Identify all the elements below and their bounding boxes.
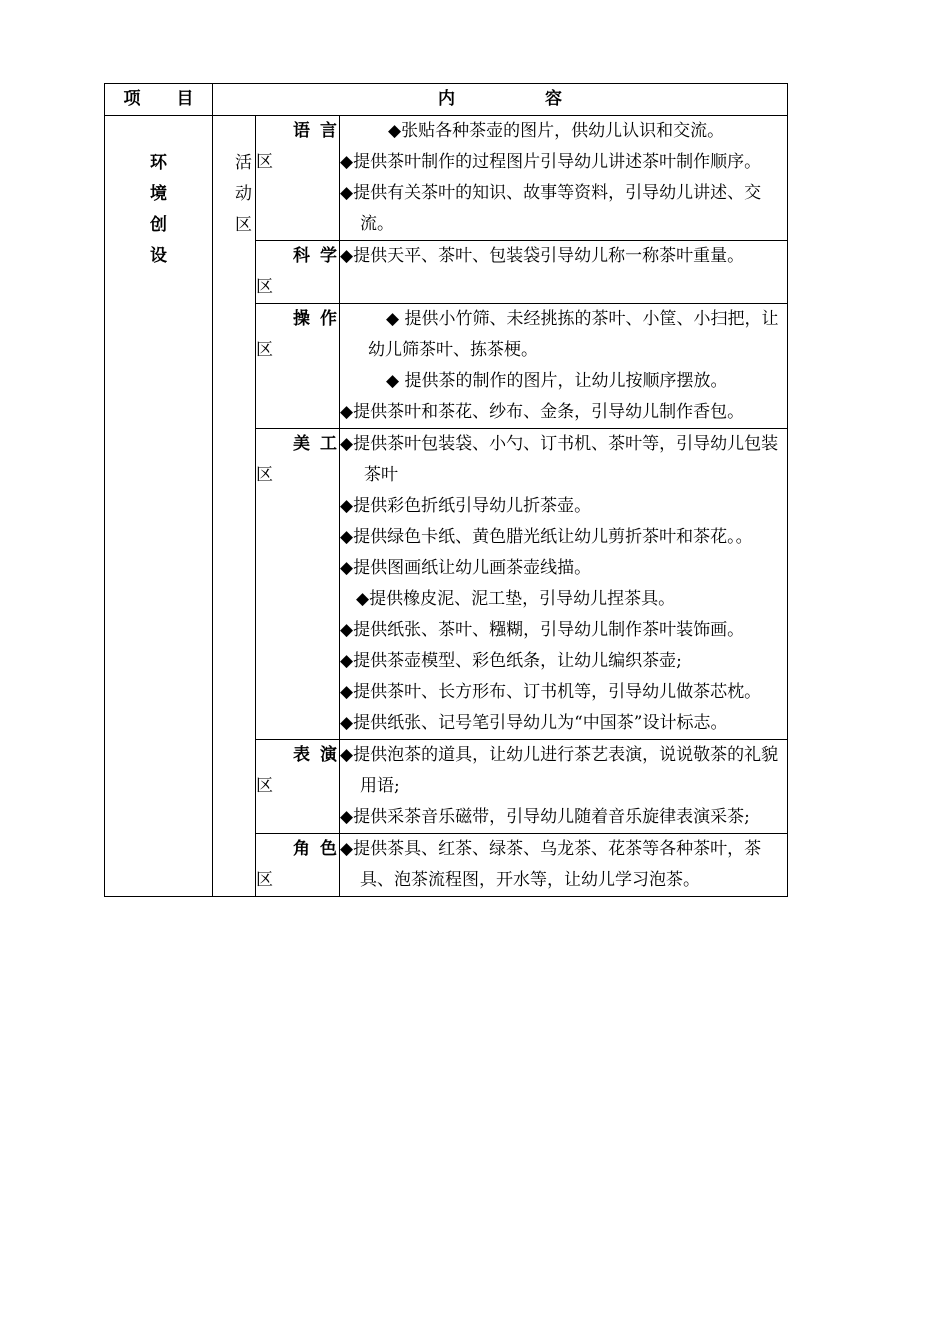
project-char: 境: [150, 184, 167, 204]
project-cell: [105, 116, 213, 897]
zone-content-cell: [340, 740, 788, 834]
zone-row-language: [105, 116, 788, 241]
zone-name-tail: 区: [256, 776, 273, 796]
area-char: 动: [235, 184, 252, 204]
zone-name-tail: 区: [256, 870, 273, 890]
content-item: ◆提供图画纸让幼儿画茶壶线描。: [340, 558, 592, 578]
zone-name-tail: 区: [256, 465, 273, 485]
content-item: ◆提供有关茶叶的知识、故事等资料，引导幼儿讲述、交流。: [340, 183, 762, 234]
zone-content-cell: [340, 116, 788, 241]
area-char: 活: [235, 153, 252, 173]
header-project: [105, 84, 213, 116]
content-item: ◆提供茶叶包装袋、小勺、订书机、茶叶等，引导幼儿包装茶叶: [340, 434, 779, 485]
zone-name-cell: [256, 116, 340, 241]
area-char: 区: [235, 215, 252, 235]
content-item: ◆提供采茶音乐磁带，引导幼儿随着音乐旋律表演采茶;: [340, 807, 750, 827]
content-item: ◆ 提供小竹筛、未经挑拣的茶叶、小筐、小扫把，让幼儿筛茶叶、拣茶梗。: [368, 309, 779, 360]
content-item: ◆提供纸张、茶叶、糨糊，引导幼儿制作茶叶装饰画。: [340, 620, 745, 640]
zone-name-tail: 区: [256, 340, 273, 360]
zone-content-cell: [340, 304, 788, 429]
content-item: ◆提供茶壶模型、彩色纸条，让幼儿编织茶壶;: [340, 651, 682, 671]
content-item: ◆提供天平、茶叶、包装袋引导幼儿称一称茶叶重量。: [340, 246, 745, 266]
header-row: [105, 84, 788, 116]
zone-name-char: 工: [320, 434, 337, 454]
activity-table: [104, 83, 788, 897]
project-char: 环: [150, 153, 167, 173]
activity-area-cell: [213, 116, 256, 897]
content-item: ◆提供彩色折纸引导幼儿折茶壶。: [340, 496, 592, 516]
content-item: ◆提供绿色卡纸、黄色腊光纸让幼儿剪折茶叶和茶花。。: [340, 527, 753, 547]
content-item: ◆ 提供茶的制作的图片，让幼儿按顺序摆放。: [386, 371, 728, 391]
zone-name-char: 角: [293, 839, 310, 859]
zone-name-cell: [256, 834, 340, 897]
project-char: 创: [150, 215, 167, 235]
zone-name-char: 学: [320, 246, 337, 266]
content-item: ◆提供泡茶的道具，让幼儿进行茶艺表演，说说敬茶的礼貌用语;: [340, 745, 779, 796]
content-item: ◆提供茶叶、长方形布、订书机等，引导幼儿做茶芯枕。: [340, 682, 762, 702]
zone-name-cell: [256, 740, 340, 834]
header-project-char-2: 目: [176, 89, 194, 109]
zone-name-cell: [256, 429, 340, 740]
zone-name-char: 色: [320, 839, 337, 859]
content-item: ◆张贴各种茶壶的图片，供幼儿认识和交流。: [388, 121, 725, 141]
zone-content-cell: [340, 834, 788, 897]
zone-name-char: 操: [293, 309, 310, 329]
zone-name-char: 语: [293, 121, 310, 141]
zone-content-cell: [340, 241, 788, 304]
header-project-char-1: 项: [123, 89, 141, 109]
header-content-char-1: 内: [438, 89, 456, 109]
project-char: 设: [150, 246, 167, 266]
content-item: ◆提供橡皮泥、泥工垫，引导幼儿捏茶具。: [356, 589, 676, 609]
header-content: [213, 84, 788, 116]
zone-name-char: 表: [293, 745, 310, 765]
content-item: ◆提供纸张、记号笔引导幼儿为“中国茶”设计标志。: [340, 713, 728, 733]
zone-name-cell: [256, 241, 340, 304]
zone-name-char: 美: [293, 434, 310, 454]
content-item: ◆提供茶叶制作的过程图片引导幼儿讲述茶叶制作顺序。: [340, 152, 762, 172]
zone-name-char: 言: [320, 121, 337, 141]
content-item: ◆提供茶叶和茶花、纱布、金条，引导幼儿制作香包。: [340, 402, 745, 422]
zone-name-char: 科: [293, 246, 310, 266]
zone-name-cell: [256, 304, 340, 429]
zone-name-tail: 区: [256, 152, 273, 172]
zone-name-char: 作: [320, 309, 337, 329]
header-content-char-2: 容: [545, 89, 563, 109]
content-item: ◆提供茶具、红茶、绿茶、乌龙茶、花茶等各种茶叶，茶具、泡茶流程图，开水等，让幼儿学习泡茶。: [340, 839, 762, 890]
zone-name-char: 演: [320, 745, 337, 765]
zone-name-tail: 区: [256, 277, 273, 297]
zone-content-cell: [340, 429, 788, 740]
